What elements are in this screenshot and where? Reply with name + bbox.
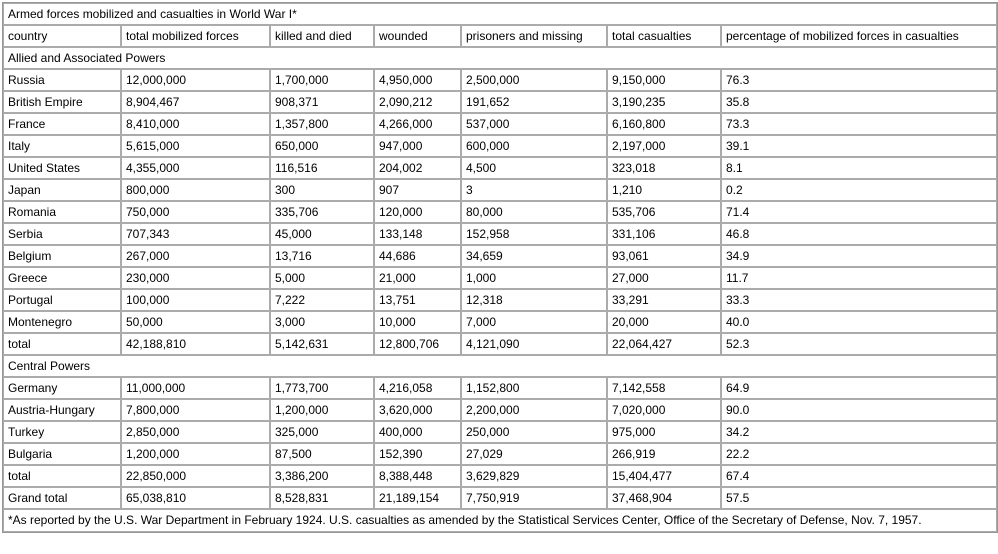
cell-percentage-of-mobilized-forces-in-casualties: 71.4 xyxy=(721,201,997,223)
table-row-bulgaria xyxy=(3,443,997,465)
cell-wounded: 21,189,154 xyxy=(374,487,461,509)
cell-country: total xyxy=(3,465,121,487)
cell-killed-and-died: 1,200,000 xyxy=(270,399,374,421)
cell-prisoners-and-missing: 27,029 xyxy=(461,443,607,465)
cell-total-mobilized-forces: 8,904,467 xyxy=(121,91,270,113)
column-header-row xyxy=(3,25,997,47)
cell-total-casualties: 27,000 xyxy=(607,267,721,289)
cell-total-casualties: 15,404,477 xyxy=(607,465,721,487)
table-row-japan xyxy=(3,179,997,201)
cell-wounded: 2,090,212 xyxy=(374,91,461,113)
cell-killed-and-died: 335,706 xyxy=(270,201,374,223)
footnote-row xyxy=(3,509,997,532)
cell-wounded: 947,000 xyxy=(374,135,461,157)
cell-wounded: 152,390 xyxy=(374,443,461,465)
cell-total-mobilized-forces: 11,000,000 xyxy=(121,377,270,399)
table-row-italy xyxy=(3,135,997,157)
table-row-belgium xyxy=(3,245,997,267)
cell-percentage-of-mobilized-forces-in-casualties: 40.0 xyxy=(721,311,997,333)
table-row-russia xyxy=(3,69,997,91)
table-row-united-states xyxy=(3,157,997,179)
cell-total-casualties: 535,706 xyxy=(607,201,721,223)
cell-percentage-of-mobilized-forces-in-casualties: 73.3 xyxy=(721,113,997,135)
cell-total-mobilized-forces: 65,038,810 xyxy=(121,487,270,509)
cell-total-casualties: 6,160,800 xyxy=(607,113,721,135)
cell-killed-and-died: 325,000 xyxy=(270,421,374,443)
cell-total-mobilized-forces: 50,000 xyxy=(121,311,270,333)
cell-killed-and-died: 650,000 xyxy=(270,135,374,157)
table-row-total-allied-and-associated-powers xyxy=(3,333,997,355)
column-header-killed-and-died: killed and died xyxy=(270,25,374,47)
cell-country: Grand total xyxy=(3,487,121,509)
cell-total-casualties: 3,190,235 xyxy=(607,91,721,113)
cell-country: Germany xyxy=(3,377,121,399)
cell-prisoners-and-missing: 34,659 xyxy=(461,245,607,267)
cell-prisoners-and-missing: 152,958 xyxy=(461,223,607,245)
cell-killed-and-died: 87,500 xyxy=(270,443,374,465)
cell-percentage-of-mobilized-forces-in-casualties: 46.8 xyxy=(721,223,997,245)
table-row-greece xyxy=(3,267,997,289)
cell-country: Belgium xyxy=(3,245,121,267)
cell-total-mobilized-forces: 2,850,000 xyxy=(121,421,270,443)
cell-country: Romania xyxy=(3,201,121,223)
cell-total-casualties: 20,000 xyxy=(607,311,721,333)
table-title: Armed forces mobilized and casualties in World War I* xyxy=(3,3,997,25)
cell-wounded: 4,266,000 xyxy=(374,113,461,135)
cell-total-casualties: 7,142,558 xyxy=(607,377,721,399)
cell-killed-and-died: 5,142,631 xyxy=(270,333,374,355)
column-header-country: country xyxy=(3,25,121,47)
table-row-serbia xyxy=(3,223,997,245)
cell-prisoners-and-missing: 191,652 xyxy=(461,91,607,113)
table-row-british-empire xyxy=(3,91,997,113)
column-header-prisoners-and-missing: prisoners and missing xyxy=(461,25,607,47)
cell-total-casualties: 331,106 xyxy=(607,223,721,245)
cell-killed-and-died: 3,000 xyxy=(270,311,374,333)
cell-percentage-of-mobilized-forces-in-casualties: 8.1 xyxy=(721,157,997,179)
cell-killed-and-died: 8,528,831 xyxy=(270,487,374,509)
cell-country: Turkey xyxy=(3,421,121,443)
table-row-turkey xyxy=(3,421,997,443)
cell-wounded: 8,388,448 xyxy=(374,465,461,487)
cell-prisoners-and-missing: 1,152,800 xyxy=(461,377,607,399)
cell-killed-and-died: 1,700,000 xyxy=(270,69,374,91)
cell-killed-and-died: 7,222 xyxy=(270,289,374,311)
cell-wounded: 13,751 xyxy=(374,289,461,311)
table-row-austria-hungary xyxy=(3,399,997,421)
cell-prisoners-and-missing: 7,750,919 xyxy=(461,487,607,509)
cell-percentage-of-mobilized-forces-in-casualties: 57.5 xyxy=(721,487,997,509)
cell-wounded: 120,000 xyxy=(374,201,461,223)
cell-wounded: 907 xyxy=(374,179,461,201)
cell-percentage-of-mobilized-forces-in-casualties: 76.3 xyxy=(721,69,997,91)
cell-wounded: 44,686 xyxy=(374,245,461,267)
ww1-casualties-table xyxy=(2,2,998,533)
section-header-central-powers xyxy=(3,355,997,377)
cell-killed-and-died: 45,000 xyxy=(270,223,374,245)
cell-total-mobilized-forces: 707,343 xyxy=(121,223,270,245)
table-row-germany xyxy=(3,377,997,399)
cell-country: Italy xyxy=(3,135,121,157)
cell-total-mobilized-forces: 5,615,000 xyxy=(121,135,270,157)
cell-total-mobilized-forces: 1,200,000 xyxy=(121,443,270,465)
cell-percentage-of-mobilized-forces-in-casualties: 34.9 xyxy=(721,245,997,267)
cell-wounded: 3,620,000 xyxy=(374,399,461,421)
cell-prisoners-and-missing: 12,318 xyxy=(461,289,607,311)
cell-killed-and-died: 13,716 xyxy=(270,245,374,267)
cell-percentage-of-mobilized-forces-in-casualties: 35.8 xyxy=(721,91,997,113)
footnote-text: *As reported by the U.S. War Department in February 1924. U.S. casualties as amended by the Statistical Services Center, Office of the Secretary of Defense, Nov. 7, 1957. xyxy=(3,509,997,532)
column-header-wounded: wounded xyxy=(374,25,461,47)
cell-total-casualties: 33,291 xyxy=(607,289,721,311)
cell-country: Portugal xyxy=(3,289,121,311)
cell-prisoners-and-missing: 2,500,000 xyxy=(461,69,607,91)
cell-percentage-of-mobilized-forces-in-casualties: 34.2 xyxy=(721,421,997,443)
table-title-row xyxy=(3,3,997,25)
cell-killed-and-died: 300 xyxy=(270,179,374,201)
cell-total-casualties: 2,197,000 xyxy=(607,135,721,157)
cell-total-mobilized-forces: 12,000,000 xyxy=(121,69,270,91)
cell-prisoners-and-missing: 4,500 xyxy=(461,157,607,179)
cell-prisoners-and-missing: 3 xyxy=(461,179,607,201)
section-header-allied-and-associated-powers xyxy=(3,47,997,69)
cell-prisoners-and-missing: 7,000 xyxy=(461,311,607,333)
cell-prisoners-and-missing: 3,629,829 xyxy=(461,465,607,487)
cell-country: Russia xyxy=(3,69,121,91)
cell-prisoners-and-missing: 600,000 xyxy=(461,135,607,157)
cell-total-casualties: 93,061 xyxy=(607,245,721,267)
table-row-total-central-powers xyxy=(3,465,997,487)
cell-prisoners-and-missing: 250,000 xyxy=(461,421,607,443)
cell-killed-and-died: 116,516 xyxy=(270,157,374,179)
cell-country: Greece xyxy=(3,267,121,289)
cell-country: Serbia xyxy=(3,223,121,245)
cell-total-casualties: 975,000 xyxy=(607,421,721,443)
cell-percentage-of-mobilized-forces-in-casualties: 39.1 xyxy=(721,135,997,157)
cell-total-casualties: 22,064,427 xyxy=(607,333,721,355)
table-row-romania xyxy=(3,201,997,223)
table-row-portugal xyxy=(3,289,997,311)
cell-prisoners-and-missing: 537,000 xyxy=(461,113,607,135)
cell-total-casualties: 37,468,904 xyxy=(607,487,721,509)
cell-total-casualties: 1,210 xyxy=(607,179,721,201)
cell-killed-and-died: 908,371 xyxy=(270,91,374,113)
cell-country: Montenegro xyxy=(3,311,121,333)
cell-total-mobilized-forces: 22,850,000 xyxy=(121,465,270,487)
cell-total-mobilized-forces: 42,188,810 xyxy=(121,333,270,355)
cell-wounded: 12,800,706 xyxy=(374,333,461,355)
cell-total-casualties: 323,018 xyxy=(607,157,721,179)
cell-killed-and-died: 1,357,800 xyxy=(270,113,374,135)
cell-percentage-of-mobilized-forces-in-casualties: 52.3 xyxy=(721,333,997,355)
cell-wounded: 21,000 xyxy=(374,267,461,289)
cell-country: Bulgaria xyxy=(3,443,121,465)
cell-wounded: 4,950,000 xyxy=(374,69,461,91)
cell-killed-and-died: 5,000 xyxy=(270,267,374,289)
cell-total-mobilized-forces: 100,000 xyxy=(121,289,270,311)
cell-country: total xyxy=(3,333,121,355)
cell-country: United States xyxy=(3,157,121,179)
table-row-montenegro xyxy=(3,311,997,333)
column-header-total-casualties: total casualties xyxy=(607,25,721,47)
cell-total-mobilized-forces: 7,800,000 xyxy=(121,399,270,421)
section-label: Central Powers xyxy=(3,355,997,377)
cell-total-casualties: 7,020,000 xyxy=(607,399,721,421)
cell-total-mobilized-forces: 8,410,000 xyxy=(121,113,270,135)
cell-percentage-of-mobilized-forces-in-casualties: 64.9 xyxy=(721,377,997,399)
cell-country: British Empire xyxy=(3,91,121,113)
cell-killed-and-died: 1,773,700 xyxy=(270,377,374,399)
cell-wounded: 400,000 xyxy=(374,421,461,443)
cell-percentage-of-mobilized-forces-in-casualties: 22.2 xyxy=(721,443,997,465)
cell-country: Austria-Hungary xyxy=(3,399,121,421)
cell-wounded: 204,002 xyxy=(374,157,461,179)
section-label: Allied and Associated Powers xyxy=(3,47,997,69)
cell-percentage-of-mobilized-forces-in-casualties: 11.7 xyxy=(721,267,997,289)
cell-killed-and-died: 3,386,200 xyxy=(270,465,374,487)
cell-total-casualties: 266,919 xyxy=(607,443,721,465)
cell-total-casualties: 9,150,000 xyxy=(607,69,721,91)
cell-percentage-of-mobilized-forces-in-casualties: 90.0 xyxy=(721,399,997,421)
cell-total-mobilized-forces: 800,000 xyxy=(121,179,270,201)
table-row-grand-total xyxy=(3,487,997,509)
table-row-france xyxy=(3,113,997,135)
cell-percentage-of-mobilized-forces-in-casualties: 33.3 xyxy=(721,289,997,311)
cell-percentage-of-mobilized-forces-in-casualties: 0.2 xyxy=(721,179,997,201)
cell-prisoners-and-missing: 4,121,090 xyxy=(461,333,607,355)
cell-total-mobilized-forces: 750,000 xyxy=(121,201,270,223)
cell-total-mobilized-forces: 267,000 xyxy=(121,245,270,267)
cell-total-mobilized-forces: 230,000 xyxy=(121,267,270,289)
column-header-percentage-of-mobilized-forces-in-casualties: percentage of mobilized forces in casualties xyxy=(721,25,997,47)
column-header-total-mobilized-forces: total mobilized forces xyxy=(121,25,270,47)
cell-prisoners-and-missing: 80,000 xyxy=(461,201,607,223)
cell-percentage-of-mobilized-forces-in-casualties: 67.4 xyxy=(721,465,997,487)
cell-wounded: 133,148 xyxy=(374,223,461,245)
cell-country: France xyxy=(3,113,121,135)
cell-country: Japan xyxy=(3,179,121,201)
cell-wounded: 4,216,058 xyxy=(374,377,461,399)
cell-wounded: 10,000 xyxy=(374,311,461,333)
cell-total-mobilized-forces: 4,355,000 xyxy=(121,157,270,179)
cell-prisoners-and-missing: 2,200,000 xyxy=(461,399,607,421)
cell-prisoners-and-missing: 1,000 xyxy=(461,267,607,289)
